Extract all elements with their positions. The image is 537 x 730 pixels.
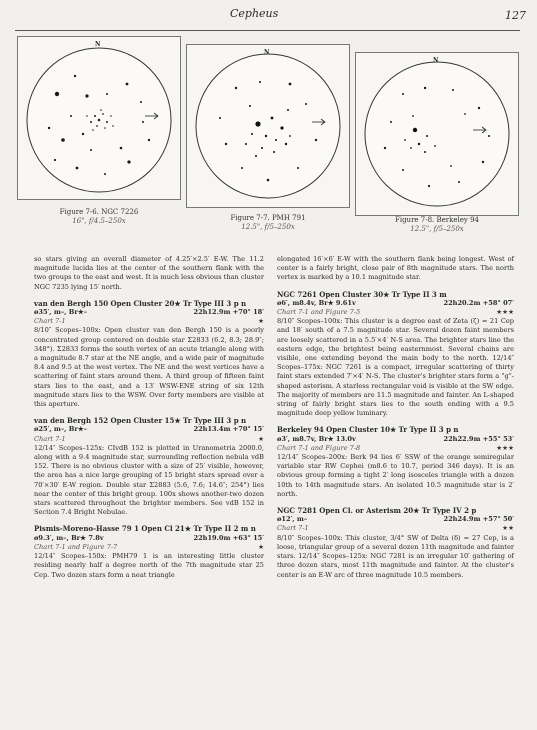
star-field-berkeley-94 bbox=[355, 52, 519, 216]
star-field-pmh-791 bbox=[186, 44, 350, 208]
catalog-entry bbox=[277, 425, 514, 499]
running-title: Cepheus bbox=[230, 7, 279, 20]
star-field-ngc-7226 bbox=[17, 36, 181, 200]
entry-rating: ★★ bbox=[502, 524, 514, 533]
entry-coordinates bbox=[34, 308, 264, 317]
entry-rating: ★★★ bbox=[496, 308, 514, 317]
entry-title: NGC 7281 Open Cl. or Asterism 20★ Tr Type IV 2 p bbox=[277, 506, 477, 516]
entry-chart-ref: Chart 7-1 and Figure 7-7 bbox=[34, 542, 118, 551]
entry-chart-line bbox=[34, 317, 264, 326]
entry-stats: ø25′, m–, Br★– bbox=[34, 425, 88, 434]
left-column bbox=[34, 255, 264, 580]
header-rule bbox=[15, 30, 520, 31]
entry-position: 22h24.9m +57° 50′ bbox=[443, 515, 514, 524]
catalog-entry bbox=[34, 299, 264, 409]
catalog-entry bbox=[34, 524, 264, 579]
entry-chart-line bbox=[34, 543, 264, 552]
entry-description: 8/10″ Scopes–100x: This cluster, 3/4° SW of Delta (δ) = 27 Cep, is a loose, triangular group of a several dozen 11th magnitude and fainter stars. 12/14″ Scopes–125x: NGC 7281 is an irregular 10′ gathering of three dozen stars, most 11th magnitude and fainter. At the cluster's center is an E-W arc of three magnitude 10.5 members. bbox=[277, 533, 514, 579]
entry-rating: ★ bbox=[258, 542, 264, 551]
entry-stats: ø9.3′, m–, Br★ 7.8v bbox=[34, 533, 104, 542]
figure-title: Figure 7-8. Berkeley 94 bbox=[394, 216, 479, 224]
entry-position: 22h20.2m +58° 07′ bbox=[443, 298, 514, 307]
intro-paragraph: so stars giving an overall diameter of 4.25′×2.5′ E-W. The 11.2 magnitude lucida lies at the center of the southern flank with the two groups to the east and west. It is much less obvious than cluster NGC 7235 lying 15′ north. bbox=[34, 255, 264, 291]
figure-berkeley-94 bbox=[355, 52, 519, 248]
entry-rating: ★ bbox=[258, 434, 264, 443]
figure-subcaption: 12.5", f/5–250x bbox=[410, 225, 464, 233]
entry-chart-line bbox=[277, 444, 514, 453]
page-header bbox=[0, 0, 537, 30]
entry-rating: ★ bbox=[258, 317, 264, 326]
entry-description: 8/10″ Scopes–100x: Open cluster van den Bergh 150 is a poorly concentrated group centered on double star Σ2833 (6.2, 8.3; 28.9″; 348°). Σ2833 forms the south vertex of an acute triangle along with a magnitude 8.7 star at the NE angle, and a wide pair of magnitude 8.4 and 9.5 at the west vertex. The NE and the west vertices have a scattering of faint stars around them. A third group of fifteen faint stars lies to the east, and a 13′ WSW-ENE string of six 12th magnitude stars lies to the WSW. Over forty members are visible at this aperture. bbox=[34, 326, 264, 409]
entry-position: 22h22.9m +55° 53′ bbox=[443, 434, 514, 443]
north-label: N bbox=[433, 57, 439, 64]
figure-caption bbox=[17, 208, 181, 226]
figure-title: Figure 7-6. NGC 7226 bbox=[59, 208, 139, 216]
figure-caption bbox=[186, 214, 350, 232]
right-column bbox=[277, 255, 514, 580]
entry-coordinates bbox=[277, 515, 514, 524]
figure-subcaption: 12.5", f/5–250x bbox=[241, 223, 295, 231]
entry-description: 8/10″ Scopes–100x: This cluster is a degree east of Zeta (ζ) = 21 Cep and 18′ south of a 7.5 magnitude star. Several dozen faint members are loosely scattered in a 5.5′×4′ N-S area. The brighter stars line the eastern edge, the brightest being easternmost. Several chains are visible, one extending beyond the main body to the north. 12/14″ Scopes–175x: NGC 7261 is a compact, irregular scattering of thirty faint stars extended 7′×4′ N-S. The cluster's brighter stars form a "g"-shaped asterism. A starless rectangular void is visible at the SW edge. The majority of members are 11.5 magnitude and fainter. An L-shaped string of fairly bright stars lies to the south ending with a 9.5 magnitude deep yellow luminary. bbox=[277, 317, 514, 418]
figure-caption bbox=[355, 216, 519, 234]
entry-title: Pismis-Moreno-Hasse 79 1 Open Cl 21★ Tr Type II 2 m n bbox=[34, 524, 256, 534]
entry-chart-line bbox=[277, 524, 514, 533]
catalog-entry bbox=[277, 290, 514, 419]
figure-ngc-7226 bbox=[17, 36, 181, 232]
intro-paragraph: elongated 16′×6′ E-W with the southern flank being longest. West of center is a fairly bright, close pair of 8th magnitude stars. The north vertex is marked by a 10.1 magnitude star. bbox=[277, 255, 514, 282]
entry-title: van den Bergh 150 Open Cluster 20★ Tr Type III 3 p n bbox=[34, 298, 247, 308]
north-label: N bbox=[95, 41, 101, 48]
entry-coordinates bbox=[34, 534, 264, 543]
entry-description: 12/14″ Scopes–150x: PMH79 1 is an interesting little cluster residing nearly half a degree north of the 7th magnitude star 25 Cep. Two dozen stars form a neat triangle bbox=[34, 552, 264, 579]
entry-position: 22h12.9m +70° 18′ bbox=[193, 308, 264, 317]
entry-stats: ø3′, m8.7v, Br★ 13.0v bbox=[277, 434, 356, 443]
entry-coordinates bbox=[34, 425, 264, 434]
north-label: N bbox=[264, 49, 270, 56]
entry-rating: ★★★ bbox=[496, 443, 514, 452]
entry-chart-line bbox=[34, 435, 264, 444]
entry-chart-ref: Chart 7-1 bbox=[277, 524, 309, 533]
catalog-entry bbox=[277, 506, 514, 580]
entry-stats: ø12′, m– bbox=[277, 515, 308, 524]
figure-title: Figure 7-7. PMH 791 bbox=[230, 214, 306, 222]
entry-chart-ref: Chart 7-1 and Figure 7-8 bbox=[277, 443, 361, 452]
entry-position: 22h13.4m +70° 15′ bbox=[193, 425, 264, 434]
page-number: 127 bbox=[505, 9, 526, 22]
entry-position: 22h19.0m +63° 15′ bbox=[193, 533, 264, 542]
entry-stats: ø35′, m–, Br★– bbox=[34, 308, 88, 317]
entry-chart-line bbox=[277, 308, 514, 317]
entry-coordinates bbox=[277, 299, 514, 308]
entry-description: 12/14″ Scopes–125x: CIvdB 152 is plotted in Uranometria 2000.0, along with a 9.4 magnitude star, surrounding reflection nebula vdB 152. There is no obvious cluster with a size of 25′ visible, however, the area has a nice large grouping of 15 bright stars spread over a 70′×30′ E-W region. Double star Σ2883 (5.6, 7.6; 14.6″; 254°) lies near the center of this bright group. 100x shows another-two dozen stars scattered throughout the brighter members. See vdB 152 in Section 7.4 Bright Nebulae. bbox=[34, 443, 264, 517]
catalog-entry bbox=[34, 416, 264, 517]
entry-chart-ref: Chart 7-1 and Figure 7-5 bbox=[277, 308, 361, 317]
entry-chart-ref: Chart 7-1 bbox=[34, 434, 66, 443]
entry-description: 12/14″ Scopes–200x: Berk 94 lies 6′ SSW of the orange semiregular variable star RW Cephei (m8.6 to 10.7, period 346 days). It is an obvious group forming a tight 2′ long isosceles triangle with a dozen 10th to 14th magnitude stars. An isolated 10.5 magnitude star is 2′ north. bbox=[277, 453, 514, 498]
figure-pmh-791 bbox=[186, 44, 350, 240]
entry-stats: ø6′, m8.4v, Br★ 9.61v bbox=[277, 298, 356, 307]
entry-title: van den Bergh 152 Open Cluster 15★ Tr Type III 3 p n bbox=[34, 416, 247, 426]
entry-chart-ref: Chart 7-1 bbox=[34, 317, 66, 326]
figure-subcaption: 16", f/4.5–250x bbox=[72, 217, 126, 225]
entry-title: Berkeley 94 Open Cluster 10★ Tr Type II 3 p n bbox=[277, 425, 459, 435]
entry-coordinates bbox=[277, 435, 514, 444]
entry-title: NGC 7261 Open Cluster 30★ Tr Type II 3 m bbox=[277, 289, 447, 299]
